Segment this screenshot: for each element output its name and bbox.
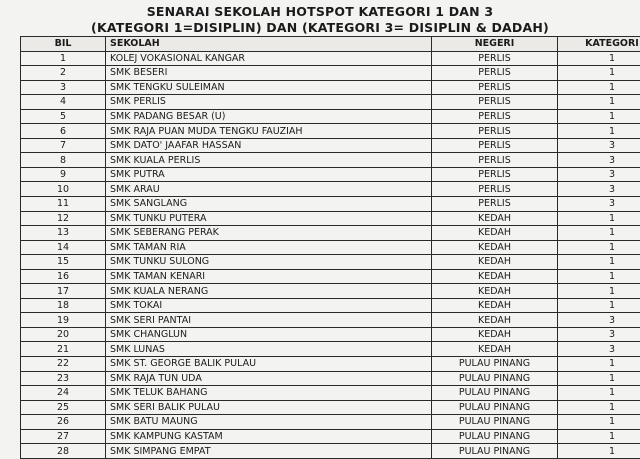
document-title: SENARAI SEKOLAH HOTSPOT KATEGORI 1 DAN 3 bbox=[0, 4, 640, 19]
cell-bil: 10 bbox=[21, 182, 106, 197]
cell-negeri: PERLIS bbox=[432, 51, 558, 66]
cell-sekolah: SMK SIMPANG EMPAT bbox=[106, 444, 432, 459]
table-row bbox=[21, 255, 640, 270]
cell-sekolah: SMK SERI BALIK PULAU bbox=[106, 400, 432, 415]
cell-negeri: PULAU PINANG bbox=[432, 371, 558, 386]
table-row bbox=[21, 327, 640, 342]
cell-kategori: 1 bbox=[558, 226, 640, 241]
cell-sekolah: SMK TOKAI bbox=[106, 298, 432, 313]
cell-kategori: 3 bbox=[558, 167, 640, 182]
table-row bbox=[21, 109, 640, 124]
cell-kategori: 1 bbox=[558, 109, 640, 124]
school-table bbox=[20, 36, 640, 459]
cell-sekolah: SMK ARAU bbox=[106, 182, 432, 197]
cell-negeri: KEDAH bbox=[432, 342, 558, 357]
cell-kategori: 3 bbox=[558, 197, 640, 212]
table-row bbox=[21, 80, 640, 95]
header-bil: BIL bbox=[21, 37, 106, 52]
cell-negeri: PERLIS bbox=[432, 80, 558, 95]
cell-negeri: KEDAH bbox=[432, 327, 558, 342]
cell-sekolah: SMK BESERI bbox=[106, 66, 432, 81]
cell-negeri: PULAU PINANG bbox=[432, 400, 558, 415]
cell-kategori: 1 bbox=[558, 298, 640, 313]
cell-kategori: 1 bbox=[558, 80, 640, 95]
table-row bbox=[21, 342, 640, 357]
table-row bbox=[21, 182, 640, 197]
table-row bbox=[21, 298, 640, 313]
cell-negeri: PERLIS bbox=[432, 66, 558, 81]
cell-kategori: 1 bbox=[558, 51, 640, 66]
cell-bil: 14 bbox=[21, 240, 106, 255]
cell-kategori: 1 bbox=[558, 444, 640, 459]
cell-sekolah: SMK DATO' JAAFAR HASSAN bbox=[106, 138, 432, 153]
cell-negeri: KEDAH bbox=[432, 284, 558, 299]
cell-sekolah: KOLEJ VOKASIONAL KANGAR bbox=[106, 51, 432, 66]
cell-negeri: PERLIS bbox=[432, 197, 558, 212]
table-row bbox=[21, 444, 640, 459]
table-row bbox=[21, 51, 640, 66]
cell-bil: 22 bbox=[21, 357, 106, 372]
table-header-row bbox=[21, 37, 640, 52]
cell-bil: 26 bbox=[21, 415, 106, 430]
cell-negeri: KEDAH bbox=[432, 313, 558, 328]
cell-bil: 11 bbox=[21, 197, 106, 212]
cell-sekolah: SMK PADANG BESAR (U) bbox=[106, 109, 432, 124]
table-row bbox=[21, 167, 640, 182]
cell-kategori: 1 bbox=[558, 124, 640, 139]
document-subtitle: (KATEGORI 1=DISIPLIN) DAN (KATEGORI 3= DISIPLIN & DADAH) bbox=[0, 20, 640, 35]
cell-sekolah: SMK SERI PANTAI bbox=[106, 313, 432, 328]
cell-bil: 16 bbox=[21, 269, 106, 284]
cell-negeri: KEDAH bbox=[432, 269, 558, 284]
cell-negeri: KEDAH bbox=[432, 211, 558, 226]
cell-bil: 3 bbox=[21, 80, 106, 95]
cell-bil: 13 bbox=[21, 226, 106, 241]
cell-kategori: 1 bbox=[558, 284, 640, 299]
cell-bil: 12 bbox=[21, 211, 106, 226]
table-row bbox=[21, 226, 640, 241]
table-row bbox=[21, 211, 640, 226]
cell-negeri: PULAU PINANG bbox=[432, 444, 558, 459]
cell-sekolah: SMK LUNAS bbox=[106, 342, 432, 357]
cell-sekolah: SMK TAMAN RIA bbox=[106, 240, 432, 255]
cell-negeri: PULAU PINANG bbox=[432, 357, 558, 372]
cell-sekolah: SMK TENGKU SULEIMAN bbox=[106, 80, 432, 95]
cell-bil: 18 bbox=[21, 298, 106, 313]
cell-kategori: 1 bbox=[558, 400, 640, 415]
table-row bbox=[21, 138, 640, 153]
cell-kategori: 1 bbox=[558, 429, 640, 444]
cell-bil: 27 bbox=[21, 429, 106, 444]
table-row bbox=[21, 386, 640, 401]
cell-bil: 24 bbox=[21, 386, 106, 401]
cell-negeri: PERLIS bbox=[432, 124, 558, 139]
table-row bbox=[21, 95, 640, 110]
cell-bil: 1 bbox=[21, 51, 106, 66]
cell-negeri: KEDAH bbox=[432, 240, 558, 255]
cell-kategori: 1 bbox=[558, 269, 640, 284]
cell-kategori: 1 bbox=[558, 415, 640, 430]
cell-negeri: PERLIS bbox=[432, 167, 558, 182]
table-row bbox=[21, 124, 640, 139]
cell-kategori: 3 bbox=[558, 342, 640, 357]
table-row bbox=[21, 66, 640, 81]
cell-kategori: 1 bbox=[558, 211, 640, 226]
cell-bil: 15 bbox=[21, 255, 106, 270]
table-row bbox=[21, 415, 640, 430]
header-sekolah: SEKOLAH bbox=[106, 37, 432, 52]
table-row bbox=[21, 400, 640, 415]
cell-negeri: PULAU PINANG bbox=[432, 386, 558, 401]
cell-kategori: 1 bbox=[558, 357, 640, 372]
cell-sekolah: SMK KAMPUNG KASTAM bbox=[106, 429, 432, 444]
cell-negeri: KEDAH bbox=[432, 226, 558, 241]
cell-sekolah: SMK RAJA TUN UDA bbox=[106, 371, 432, 386]
table-row bbox=[21, 240, 640, 255]
cell-sekolah: SMK KUALA NERANG bbox=[106, 284, 432, 299]
cell-bil: 8 bbox=[21, 153, 106, 168]
cell-sekolah: SMK ST. GEORGE BALIK PULAU bbox=[106, 357, 432, 372]
table-row bbox=[21, 197, 640, 212]
cell-kategori: 1 bbox=[558, 95, 640, 110]
cell-kategori: 1 bbox=[558, 386, 640, 401]
cell-sekolah: SMK SANGLANG bbox=[106, 197, 432, 212]
cell-negeri: KEDAH bbox=[432, 255, 558, 270]
header-negeri: NEGERI bbox=[432, 37, 558, 52]
cell-negeri: PERLIS bbox=[432, 138, 558, 153]
table-row bbox=[21, 371, 640, 386]
table-row bbox=[21, 269, 640, 284]
cell-sekolah: SMK CHANGLUN bbox=[106, 327, 432, 342]
cell-kategori: 1 bbox=[558, 66, 640, 81]
cell-sekolah: SMK TAMAN KENARI bbox=[106, 269, 432, 284]
table-row bbox=[21, 429, 640, 444]
cell-sekolah: SMK BATU MAUNG bbox=[106, 415, 432, 430]
cell-kategori: 3 bbox=[558, 153, 640, 168]
cell-bil: 7 bbox=[21, 138, 106, 153]
cell-sekolah: SMK KUALA PERLIS bbox=[106, 153, 432, 168]
cell-bil: 28 bbox=[21, 444, 106, 459]
table-row bbox=[21, 313, 640, 328]
table-row bbox=[21, 284, 640, 299]
cell-negeri: KEDAH bbox=[432, 298, 558, 313]
cell-negeri: PULAU PINANG bbox=[432, 429, 558, 444]
cell-bil: 9 bbox=[21, 167, 106, 182]
cell-kategori: 3 bbox=[558, 182, 640, 197]
cell-bil: 20 bbox=[21, 327, 106, 342]
cell-bil: 2 bbox=[21, 66, 106, 81]
cell-kategori: 3 bbox=[558, 138, 640, 153]
cell-kategori: 3 bbox=[558, 313, 640, 328]
cell-kategori: 1 bbox=[558, 255, 640, 270]
table-row bbox=[21, 357, 640, 372]
cell-sekolah: SMK TUNKU SULONG bbox=[106, 255, 432, 270]
cell-bil: 4 bbox=[21, 95, 106, 110]
cell-sekolah: SMK PUTRA bbox=[106, 167, 432, 182]
cell-bil: 6 bbox=[21, 124, 106, 139]
cell-sekolah: SMK SEBERANG PERAK bbox=[106, 226, 432, 241]
table-row bbox=[21, 153, 640, 168]
cell-bil: 19 bbox=[21, 313, 106, 328]
cell-sekolah: SMK TELUK BAHANG bbox=[106, 386, 432, 401]
cell-kategori: 3 bbox=[558, 327, 640, 342]
cell-negeri: PERLIS bbox=[432, 182, 558, 197]
cell-sekolah: SMK PERLIS bbox=[106, 95, 432, 110]
cell-sekolah: SMK TUNKU PUTERA bbox=[106, 211, 432, 226]
cell-sekolah: SMK RAJA PUAN MUDA TENGKU FAUZIAH bbox=[106, 124, 432, 139]
cell-bil: 23 bbox=[21, 371, 106, 386]
cell-negeri: PULAU PINANG bbox=[432, 415, 558, 430]
table-body bbox=[21, 51, 640, 458]
cell-bil: 21 bbox=[21, 342, 106, 357]
cell-negeri: PERLIS bbox=[432, 95, 558, 110]
cell-kategori: 1 bbox=[558, 371, 640, 386]
cell-negeri: PERLIS bbox=[432, 109, 558, 124]
cell-bil: 5 bbox=[21, 109, 106, 124]
cell-bil: 17 bbox=[21, 284, 106, 299]
header-kategori: KATEGORI bbox=[558, 37, 640, 52]
cell-bil: 25 bbox=[21, 400, 106, 415]
cell-kategori: 1 bbox=[558, 240, 640, 255]
cell-negeri: PERLIS bbox=[432, 153, 558, 168]
